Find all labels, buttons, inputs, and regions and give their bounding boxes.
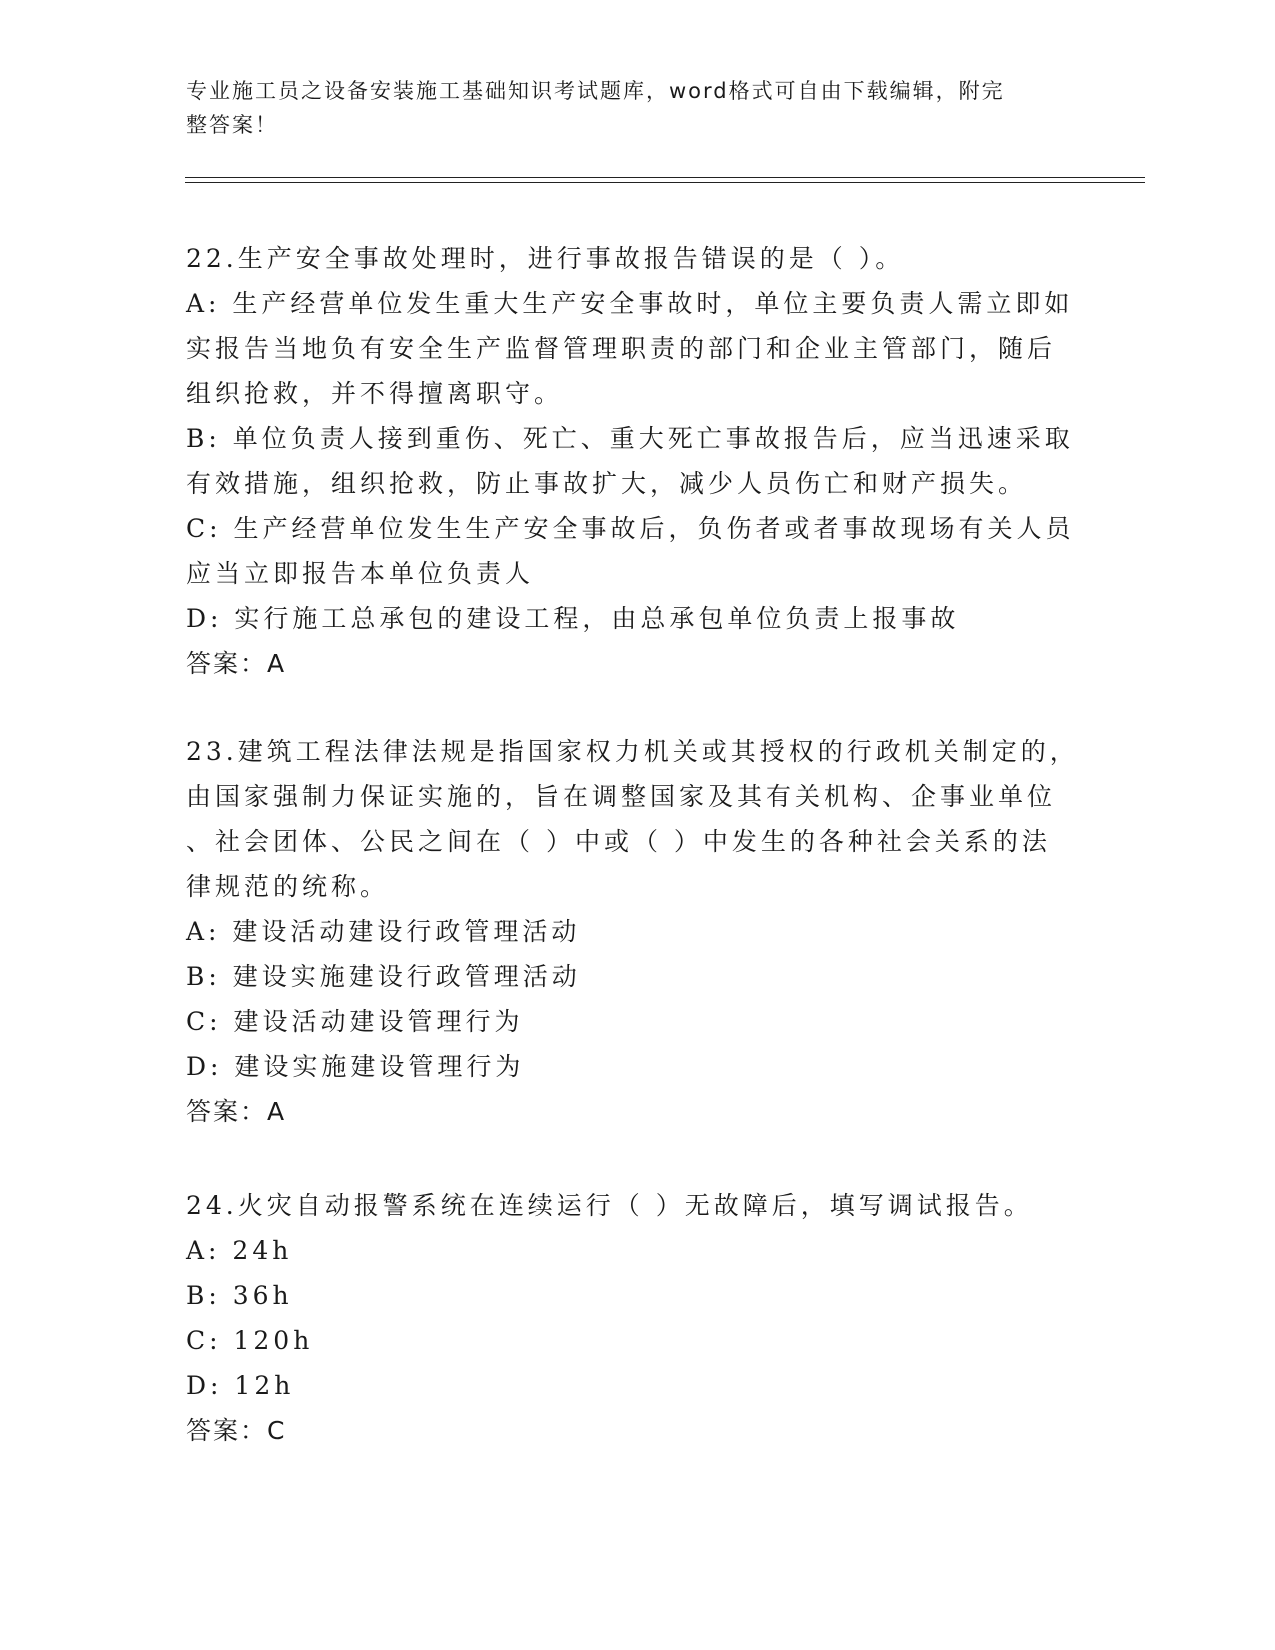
header-title-line-1: 专业施工员之设备安装施工基础知识考试题库，word格式可自由下载编辑，附完 xyxy=(186,79,1005,103)
option-line: C: 建设活动建设管理行为 xyxy=(186,1007,524,1036)
option-line: D: 实行施工总承包的建设工程，由总承包单位负责上报事故 xyxy=(186,604,960,633)
question-stem: 22.生产安全事故处理时，进行事故报告错误的是（ ）。 xyxy=(186,244,905,273)
option-line: B: 建设实施建设行政管理活动 xyxy=(186,962,581,991)
option-line: C: 生产经营单位发生生产安全事故后，负伤者或者事故现场有关人员 xyxy=(186,514,1075,543)
option-line: 应当立即报告本单位负责人 xyxy=(186,559,535,588)
option-line: 组织抢救，并不得擅离职守。 xyxy=(186,379,564,408)
option-line: 实报告当地负有安全生产监督管理职责的部门和企业主管部门，随后 xyxy=(186,334,1057,363)
option-line: 有效措施，组织抢救，防止事故扩大，减少人员伤亡和财产损失。 xyxy=(186,469,1028,498)
question-stem: 24.火灾自动报警系统在连续运行（ ）无故障后，填写调试报告。 xyxy=(186,1191,1033,1220)
header-divider-bottom xyxy=(185,182,1145,183)
answer-label: 答案：A xyxy=(186,1097,287,1126)
header-divider-top xyxy=(185,177,1145,178)
answer-label: 答案：C xyxy=(186,1416,287,1445)
question-stem: 23.建筑工程法律法规是指国家权力机关或其授权的行政机关制定的， xyxy=(186,737,1079,766)
question-24 xyxy=(186,1183,1086,1453)
option-line: D: 12h xyxy=(186,1371,295,1400)
question-stem: 由国家强制力保证实施的，旨在调整国家及其有关机构、企事业单位 xyxy=(186,782,1057,811)
header-title-line-2: 整答案！ xyxy=(186,113,278,137)
document-header xyxy=(186,74,1086,142)
option-line: A: 生产经营单位发生重大生产安全事故时，单位主要负责人需立即如 xyxy=(186,289,1074,318)
option-line: A: 24h xyxy=(186,1236,293,1265)
answer-label: 答案：A xyxy=(186,649,287,678)
question-23 xyxy=(186,729,1086,1134)
option-line: A: 建设活动建设行政管理活动 xyxy=(186,917,581,946)
option-line: B: 单位负责人接到重伤、死亡、重大死亡事故报告后，应当迅速采取 xyxy=(186,424,1074,453)
option-line: D: 建设实施建设管理行为 xyxy=(186,1052,525,1081)
option-line: B: 36h xyxy=(186,1281,293,1310)
question-stem: 律规范的统称。 xyxy=(186,872,390,901)
option-line: C: 120h xyxy=(186,1326,314,1355)
question-22 xyxy=(186,236,1086,686)
question-stem: 、社会团体、公民之间在（ ）中或（ ）中发生的各种社会关系的法 xyxy=(186,827,1051,856)
